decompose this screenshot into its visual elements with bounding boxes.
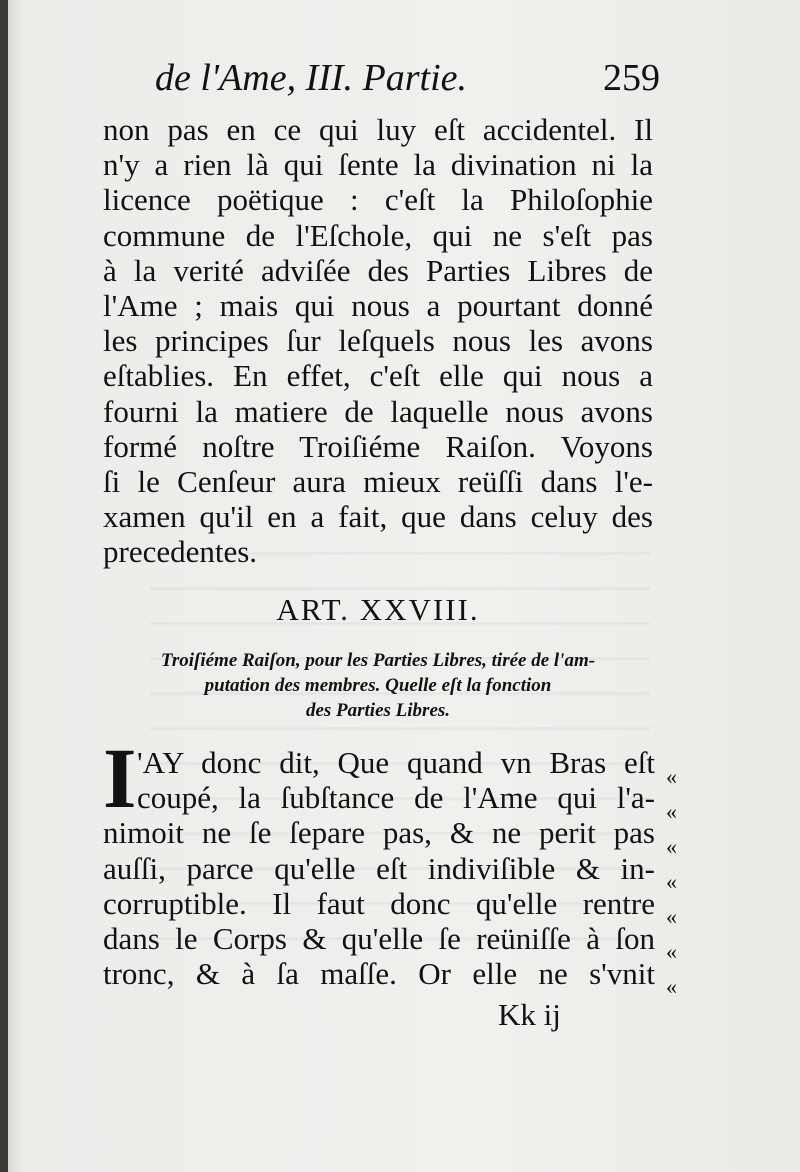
body-line: l'Ame ; mais qui nous a pourtant donné (103, 287, 653, 323)
body-line: commune de l'Eſchole, qui ne s'eſt pas (103, 217, 653, 253)
article-line: coupé, la ſubſtance de l'Ame qui l'a- (137, 780, 655, 816)
article-summary (103, 648, 653, 723)
body-line: xamen qu'il en a fait, que dans celuy des (103, 499, 653, 535)
quote-mark: « (666, 939, 677, 964)
summary-line: des Parties Libres. (305, 700, 451, 721)
quote-mark: « (666, 834, 677, 859)
article-line: nimoit ne ſe ſepare pas, & ne perit pas (103, 815, 655, 851)
body-line: ſi le Cenſeur aura mieux reüſſi dans l'e- (103, 463, 653, 499)
article-heading: ART. XXVIII. (276, 592, 480, 627)
body-line: precedentes. (103, 534, 258, 570)
body-line: formé noſtre Troiſiéme Raiſon. Voyons (103, 428, 653, 464)
running-title: de l'Ame, III. Partie. (155, 57, 468, 99)
body-line: à la verité adviſée des Parties Libres de (103, 252, 653, 288)
quote-mark: « (666, 764, 677, 789)
quote-mark: « (666, 974, 677, 999)
body-line: licence poëtique : c'eſt la Philoſophie (103, 182, 653, 218)
running-header (155, 56, 660, 106)
body-line: les principes ſur leſquels nous les avons (103, 323, 653, 359)
summary-line: putation des membres. Quelle eſt la fonction (204, 675, 552, 696)
article-line: tronc, & à ſa maſſe. Or elle ne s'vnit (103, 956, 655, 992)
body-line: non pas en ce qui luy eſt accidentel. Il (103, 112, 653, 147)
page-spine-edge (0, 0, 8, 1172)
catchword-signature: Kk ij (498, 997, 561, 1032)
summary-line: Troiſiéme Raiſon, pour les Parties Libres, tirée de l'am- (160, 650, 596, 671)
body-line: fourni la matiere de laquelle nous avons (103, 393, 653, 429)
quote-mark: « (666, 869, 677, 894)
article-line: auſſi, parce qu'elle eſt indiviſible & in- (103, 850, 655, 886)
article-line: dans le Corps & qu'elle ſe reüniſſe à ſon (103, 920, 655, 956)
quote-mark: « (666, 799, 677, 824)
quote-mark: « (666, 904, 677, 929)
body-text (103, 112, 653, 569)
body-line: eſtablies. En effet, c'eſt elle qui nous a (103, 358, 653, 394)
article-text (103, 730, 655, 992)
article-line: corruptible. Il faut donc qu'elle rentre (103, 885, 655, 921)
article-line: 'AY donc dit, Que quand vn Bras eſt (137, 745, 655, 780)
page-number: 259 (603, 57, 660, 99)
body-line: n'y a rien là qui ſente la divination ni la (103, 147, 653, 183)
drop-cap: I (103, 730, 137, 826)
